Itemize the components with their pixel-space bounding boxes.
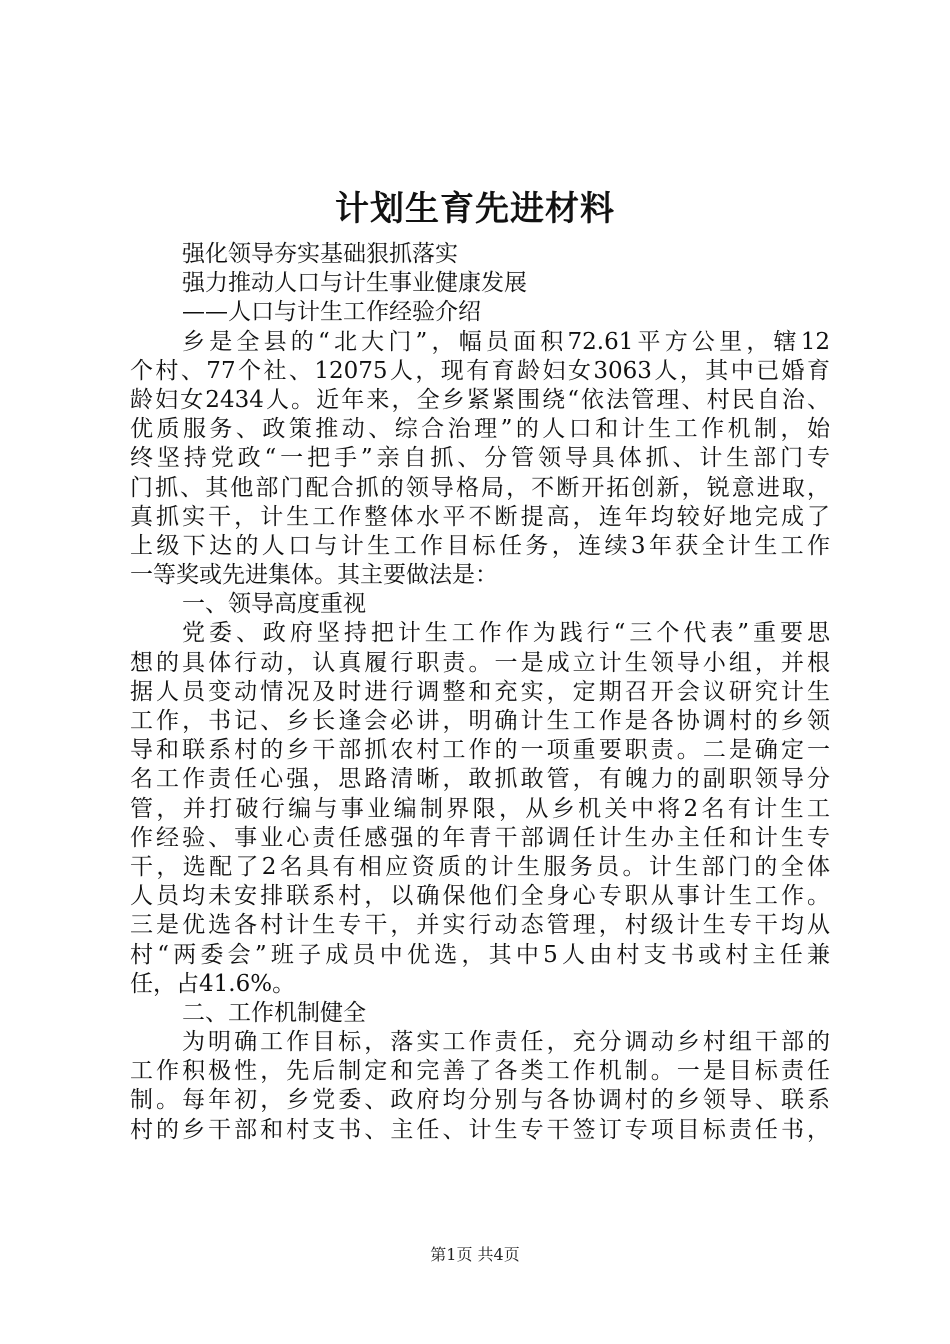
paragraph-line: 真抓实干，计生工作整体水平不断提高，连年均较好地完成了 [130,503,830,530]
paragraph-line: 村“两委会”班子成员中优选，其中5人由村支书或村主任兼 [130,941,830,968]
paragraph-line: 为明确工作目标，落实工作责任，充分调动乡村组干部的 [182,1029,830,1056]
paragraph-line: 个村、77个社、12075人，现有育龄妇女3063人，其中已婚育 [130,357,830,384]
section-heading-1: 一、领导高度重视 [182,591,366,618]
paragraph-line: 制。每年初，乡党委、政府均分别与各协调村的乡领导、联系 [130,1087,830,1114]
paragraph-intro [130,328,830,591]
paragraph-line: 导和联系村的乡干部抓农村工作的一项重要职责。二是确定一 [130,737,830,764]
paragraph-line: 一等奖或先进集体。其主要做法是： [130,562,498,589]
paragraph-line: 工作，书记、乡长逢会必讲，明确计生工作是各协调村的乡领 [130,708,830,734]
paragraph-line: 门抓、其他部门配合抓的领导格局，不断开拓创新，锐意进取， [130,474,830,501]
paragraph-line: 想的具体行动，认真履行职责。一是成立计生领导小组，并根 [130,649,830,676]
subtitle-line: 强化领导夯实基础狠抓落实 [182,241,458,267]
section-heading-2: 二、工作机制健全 [182,999,366,1026]
paragraph-leadership [130,619,830,998]
paragraph-line: 管，并打破行编与事业编制界限，从乡机关中将2名有计生工 [130,795,830,822]
paragraph-line: 上级下达的人口与计生工作目标任务，连续3年获全计生工作 [130,532,830,559]
paragraph-line: 村的乡干部和村支书、主任、计生专干签订专项目标责任书， [130,1116,830,1143]
paragraph-line: 三是优选各村计生专干，并实行动态管理，村级计生专干均从 [130,912,830,939]
paragraph-line: 终坚持党政“一把手”亲自抓、分管领导具体抓、计生部门专 [130,445,830,472]
subtitle-line: ——人口与计生工作经验介绍 [182,299,481,326]
page-footer: 第1页 共4页 [430,1245,520,1264]
paragraph-line: 人员均未安排联系村，以确保他们全身心专职从事计生工作。 [130,883,830,910]
paragraph-line: 干，选配了2名具有相应资质的计生服务员。计生部门的全体 [130,853,830,880]
paragraph-line: 党委、政府坚持把计生工作作为践行“三个代表”重要思 [182,620,830,647]
document-title: 计划生育先进材料 [335,189,615,229]
paragraph-line: 龄妇女2434人。近年来，全乡紧紧围绕“依法管理、村民自治、 [130,386,830,413]
paragraph-line: 工作积极性，先后制定和完善了各类工作机制。一是目标责任 [130,1058,830,1085]
paragraph-line: 优质服务、政策推动、综合治理”的人口和计生工作机制，始 [130,416,830,443]
paragraph-mechanism [130,1028,830,1145]
document-body [130,240,830,1145]
paragraph-line: 据人员变动情况及时进行调整和充实，定期召开会议研究计生 [130,678,830,705]
paragraph-line: 任，占41.6%。 [130,970,296,997]
subtitle-line: 强力推动人口与计生事业健康发展 [182,270,527,297]
paragraph-line: 作经验、事业心责任感强的年青干部调任计生办主任和计生专 [130,824,830,851]
paragraph-line: 乡是全县的“北大门”，幅员面积72.61平方公里，辖12 [182,328,830,355]
paragraph-line: 名工作责任心强，思路清晰，敢抓敢管，有魄力的副职领导分 [130,766,830,793]
